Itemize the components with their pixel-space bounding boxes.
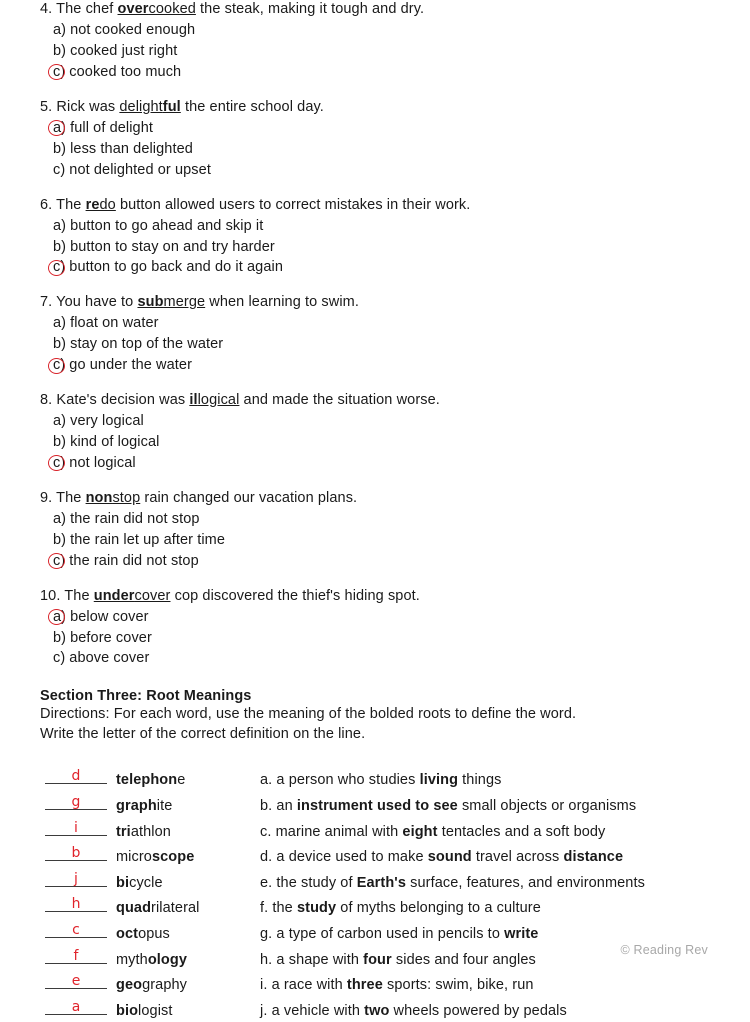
vocabulary-word: [116, 824, 171, 840]
handwritten-answer-letter: d: [71, 768, 81, 785]
answer-blank-line[interactable]: [45, 946, 107, 964]
def-part-1: eight: [402, 823, 438, 840]
option-a[interactable]: [40, 216, 710, 237]
definition-text: [260, 875, 710, 891]
handwritten-answer-letter: i: [74, 819, 78, 836]
answer-circle-mark-icon: [48, 260, 65, 276]
option-text: below cover: [70, 608, 149, 625]
option-label: a): [53, 413, 67, 430]
option-text: button to stay on and try harder: [70, 238, 275, 255]
word-part-0: quad: [116, 900, 152, 917]
question-stem: [40, 489, 710, 508]
vocabulary-word: [116, 875, 163, 891]
stem-part-3: rain changed our vacation plans.: [140, 489, 358, 506]
matching-row: [45, 894, 710, 920]
matching-row: [45, 920, 710, 946]
word-part-0: micro: [116, 849, 152, 866]
option-a[interactable]: [40, 118, 710, 139]
stem-part-1: non: [85, 489, 113, 506]
word-part-0: myth: [116, 951, 148, 968]
stem-part-0: 4. The chef: [40, 1, 118, 17]
definition-text: [260, 798, 710, 814]
vocabulary-word: [116, 1003, 173, 1019]
option-label: a): [53, 118, 66, 139]
stem-part-2: do: [99, 196, 116, 213]
option-text: before cover: [70, 629, 152, 646]
option-label: a): [53, 315, 67, 332]
option-label: c): [53, 551, 65, 572]
option-list: [40, 118, 710, 181]
word-part-1: rilateral: [151, 900, 200, 917]
answer-circle-mark-icon: [48, 358, 65, 374]
option-label: c): [53, 650, 66, 667]
vocabulary-word: [116, 952, 187, 968]
def-part-0: c. marine animal with: [260, 823, 403, 840]
option-text: not logical: [69, 454, 136, 471]
def-part-1: Earth's: [356, 874, 406, 891]
answer-blank-line[interactable]: [45, 920, 107, 938]
answer-blank-line[interactable]: [45, 766, 107, 784]
vocabulary-word: [116, 849, 194, 865]
option-text: very logical: [70, 413, 144, 430]
section-three-header: [0, 688, 750, 744]
answer-blank-line[interactable]: [45, 894, 107, 912]
option-c[interactable]: [40, 648, 710, 669]
option-label: c): [53, 355, 65, 376]
option-label: b): [53, 629, 67, 646]
option-list: [40, 509, 710, 572]
definition-text: [260, 926, 710, 942]
option-label: b): [53, 43, 67, 59]
question-6: [40, 196, 710, 279]
option-b[interactable]: [40, 530, 710, 551]
def-part-0: b. an: [260, 797, 297, 814]
word-part-1: e: [177, 772, 186, 789]
matching-word-cell: [45, 818, 260, 840]
option-list: [40, 20, 710, 83]
option-text: stay on top of the water: [70, 336, 224, 353]
matching-word-cell: [45, 843, 260, 865]
stem-part-0: 10. The: [40, 587, 94, 604]
def-part-2: sports: swim, bike, run: [382, 977, 534, 994]
question-stem: [40, 391, 710, 410]
question-stem: [40, 98, 710, 117]
word-part-0: bio: [116, 1002, 139, 1019]
stem-part-3: cop discovered the thief's hiding spot.: [170, 587, 420, 604]
handwritten-answer-letter: b: [71, 845, 81, 862]
answer-circle-mark-icon: [48, 64, 65, 80]
stem-part-3: and made the situation worse.: [239, 392, 440, 408]
option-c[interactable]: [40, 551, 710, 572]
option-c[interactable]: [40, 257, 710, 278]
handwritten-answer-letter: f: [73, 947, 79, 964]
word-part-0: tri: [116, 823, 131, 840]
def-part-0: f. the: [260, 900, 297, 917]
answer-circle-mark-icon: [48, 455, 65, 471]
stem-part-2: cover: [134, 587, 171, 604]
word-part-0: oct: [116, 925, 139, 942]
option-label: c): [53, 257, 65, 278]
stem-part-2: ful: [162, 98, 181, 115]
option-text: not delighted or upset: [69, 161, 211, 178]
stem-part-0: 9. The: [40, 489, 86, 506]
option-label: a): [53, 510, 67, 527]
vocabulary-word: [116, 772, 185, 788]
stem-part-2: stop: [112, 489, 141, 506]
stem-part-2: merge: [163, 294, 206, 311]
option-list: [40, 607, 710, 670]
question-9: [40, 489, 710, 572]
option-text: button to go back and do it again: [69, 259, 283, 276]
stem-part-1: il: [189, 392, 198, 408]
handwritten-answer-letter: g: [71, 793, 81, 810]
section-three-directions-line1: Directions: For each word, use the meaning of the bolded roots to define the word.: [40, 706, 577, 723]
option-label: c): [53, 62, 65, 83]
option-a[interactable]: [40, 607, 710, 628]
matching-word-cell: [45, 766, 260, 788]
option-text: the rain let up after time: [70, 531, 226, 548]
option-text: float on water: [70, 315, 159, 332]
answer-circle-mark-icon: [48, 120, 65, 136]
answer-blank-line[interactable]: [45, 997, 107, 1015]
matching-word-cell: [45, 971, 260, 993]
word-part-0: bi: [116, 874, 130, 891]
answer-blank-line[interactable]: [45, 971, 107, 989]
def-part-1: living: [419, 772, 459, 789]
option-text: full of delight: [70, 119, 154, 136]
question-7: [40, 293, 710, 376]
def-part-2: wheels powered by pedals: [389, 1002, 567, 1019]
matching-row: [45, 766, 710, 792]
word-part-0: geo: [116, 977, 143, 994]
handwritten-answer-letter: a: [71, 998, 81, 1015]
question-stem: [40, 587, 710, 606]
matching-row: [45, 843, 710, 869]
matching-row: [45, 997, 710, 1022]
answer-blank-line[interactable]: [45, 869, 107, 887]
option-label: a): [53, 217, 67, 234]
word-part-1: cycle: [129, 874, 163, 891]
option-text: the rain did not stop: [69, 552, 199, 569]
section-three-title: Section Three: Root Meanings: [40, 688, 252, 705]
option-text: cooked just right: [70, 43, 178, 59]
option-list: [40, 216, 710, 279]
stem-part-1: under: [93, 587, 135, 604]
def-part-2: travel across: [471, 849, 564, 866]
option-text: the rain did not stop: [70, 510, 200, 527]
matching-row: [45, 971, 710, 997]
def-part-2: of myths belonging to a culture: [336, 900, 541, 917]
stem-part-0: 8. Kate's decision was: [40, 392, 190, 408]
def-part-2: sides and four angles: [391, 951, 536, 968]
stem-part-1: over: [117, 1, 149, 17]
stem-part-2: cooked: [148, 1, 196, 17]
answer-blank-line[interactable]: [45, 792, 107, 810]
matching-row: [45, 792, 710, 818]
option-text: less than delighted: [70, 140, 193, 157]
answer-circle-mark-icon: [48, 609, 65, 625]
option-text: above cover: [69, 650, 150, 667]
option-b[interactable]: [40, 139, 710, 160]
word-part-1: athlon: [130, 823, 171, 840]
option-a[interactable]: [40, 313, 710, 334]
question-stem: [40, 293, 710, 312]
option-text: button to go ahead and skip it: [70, 217, 264, 234]
def-part-0: i. a race with: [260, 977, 347, 994]
matching-word-cell: [45, 792, 260, 814]
option-a[interactable]: [40, 20, 710, 41]
question-8: [40, 391, 710, 474]
vocabulary-word: [116, 798, 172, 814]
option-text: not cooked enough: [70, 22, 196, 39]
matching-word-cell: [45, 920, 260, 942]
matching-word-cell: [45, 894, 260, 916]
matching-row: [45, 818, 710, 844]
option-text: kind of logical: [70, 434, 160, 450]
stem-part-3: the steak, making it tough and dry.: [195, 1, 425, 17]
stem-part-1: sub: [137, 294, 164, 311]
word-part-1: graphy: [142, 977, 188, 994]
def-part-1: sound: [427, 849, 472, 866]
def-part-0: e. the study of: [260, 874, 357, 891]
word-part-0: graph: [116, 797, 157, 814]
option-label: b): [53, 336, 67, 353]
matching-word-cell: [45, 997, 260, 1019]
option-c[interactable]: [40, 355, 710, 376]
def-part-2: surface, features, and environments: [406, 874, 645, 891]
stem-part-2: logical: [197, 392, 240, 408]
def-part-1: three: [346, 977, 383, 994]
def-part-1: study: [296, 900, 337, 917]
matching-exercise: [0, 766, 750, 1022]
stem-part-3: when learning to swim.: [205, 294, 359, 311]
option-list: [40, 313, 710, 376]
stem-part-3: button allowed users to correct mistakes in their work.: [115, 196, 471, 213]
option-b[interactable]: [40, 41, 710, 62]
handwritten-answer-letter: j: [74, 870, 78, 887]
word-part-1: logist: [138, 1002, 173, 1019]
option-label: b): [53, 434, 67, 450]
answer-blank-line[interactable]: [45, 843, 107, 861]
option-label: b): [53, 531, 67, 548]
definition-text: [260, 849, 710, 865]
option-label: b): [53, 238, 67, 255]
answer-circle-mark-icon: [48, 553, 65, 569]
question-5: [40, 98, 710, 181]
handwritten-answer-letter: h: [71, 896, 81, 913]
definition-text: [260, 1003, 710, 1019]
option-b[interactable]: [40, 432, 710, 453]
matching-row: [45, 869, 710, 895]
option-b[interactable]: [40, 237, 710, 258]
definition-text: [260, 824, 710, 840]
option-label: c): [53, 161, 66, 178]
word-part-0: telephon: [116, 772, 178, 789]
def-part-0: j. a vehicle with: [260, 1002, 365, 1019]
option-list: [40, 411, 710, 474]
stem-part-0: 6. The: [40, 196, 86, 213]
definition-text: [260, 977, 710, 993]
def-part-2: small objects or organisms: [457, 797, 637, 814]
question-stem: [40, 196, 710, 215]
option-label: c): [53, 453, 65, 474]
matching-row: [45, 946, 710, 972]
handwritten-answer-letter: e: [71, 973, 81, 990]
word-part-1: ite: [156, 797, 173, 814]
vocabulary-word: [116, 900, 200, 916]
stem-part-0: 5. Rick was: [40, 98, 120, 115]
def-part-1: two: [364, 1002, 390, 1019]
word-part-1: ology: [147, 951, 187, 968]
def-part-1: four: [363, 951, 392, 968]
stem-part-0: 7. You have to: [40, 294, 138, 311]
def-part-2: things: [458, 772, 502, 789]
definition-text: [260, 900, 710, 916]
question-stem: [40, 0, 710, 19]
question-4: [40, 0, 710, 83]
handwritten-answer-letter: c: [72, 921, 80, 938]
option-a[interactable]: [40, 411, 710, 432]
stem-part-1: delight: [119, 98, 163, 115]
stem-part-1: re: [85, 196, 100, 213]
def-part-3: distance: [563, 849, 624, 866]
option-label: a): [53, 22, 67, 39]
option-a[interactable]: [40, 509, 710, 530]
def-part-0: a. a person who studies: [260, 772, 420, 789]
stem-part-3: the entire school day.: [180, 98, 324, 115]
option-c[interactable]: [40, 160, 710, 181]
def-part-0: g. a type of carbon used in pencils to: [260, 925, 505, 942]
option-c[interactable]: [40, 453, 710, 474]
option-c[interactable]: [40, 62, 710, 83]
vocabulary-word: [116, 926, 170, 942]
def-part-1: write: [504, 925, 539, 942]
def-part-0: h. a shape with: [260, 951, 364, 968]
option-label: a): [53, 607, 66, 628]
definition-text: [260, 772, 710, 788]
word-part-1: scope: [151, 849, 195, 866]
def-part-0: d. a device used to make: [260, 849, 428, 866]
word-part-1: opus: [138, 925, 170, 942]
option-label: b): [53, 140, 67, 157]
matching-word-cell: [45, 946, 260, 968]
option-b[interactable]: [40, 334, 710, 355]
question-10: [40, 587, 710, 670]
matching-word-cell: [45, 869, 260, 891]
vocabulary-word: [116, 977, 187, 993]
section-three-directions-line2: Write the letter of the correct definition on the line.: [40, 725, 366, 742]
option-text: cooked too much: [69, 63, 182, 80]
answer-blank-line[interactable]: [45, 818, 107, 836]
def-part-2: tentacles and a soft body: [437, 823, 606, 840]
copyright-footer: © Reading Rev: [620, 943, 708, 957]
option-b[interactable]: [40, 628, 710, 649]
option-text: go under the water: [69, 357, 192, 374]
def-part-1: instrument used to see: [296, 797, 458, 814]
